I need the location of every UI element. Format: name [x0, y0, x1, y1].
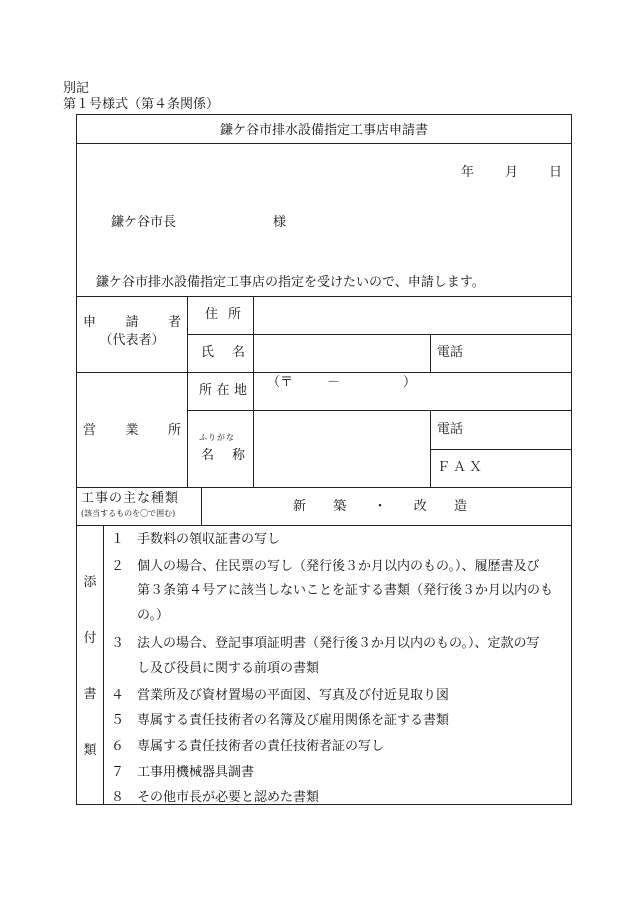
- address-label: 住 所: [205, 307, 241, 322]
- attachment-line: １ 手数料の領収証書の写し: [111, 532, 281, 547]
- office-phone-label: 電話: [437, 422, 464, 437]
- attachment-line: ６ 専属する責任技術者の責任技術者証の写し: [111, 739, 385, 754]
- attachment-line: ７ 工事用機械器具調書: [111, 765, 255, 780]
- furigana-label: ふりがな: [199, 433, 235, 442]
- row-line-location: [187, 410, 571, 411]
- row-line-worktype: [77, 525, 571, 526]
- office-fax-label: ＦＡＸ: [437, 460, 486, 475]
- attachment-line: の。）: [111, 608, 169, 623]
- col-line-attachments: [103, 525, 104, 805]
- date-line: [461, 165, 562, 181]
- row-line-applicant: [77, 372, 571, 373]
- option-zou[interactable]: 造: [453, 499, 467, 514]
- attachment-line: 第３条第４号アに該当しないことを証する書類（発行後３か月以内のも: [111, 583, 554, 598]
- option-kai[interactable]: 改: [413, 499, 427, 514]
- postal-open: （〒: [267, 375, 294, 390]
- addressee: 鎌ケ谷市長: [111, 215, 177, 230]
- office-name-field[interactable]: [257, 415, 425, 483]
- date-month: 月: [505, 165, 519, 180]
- attachment-line: ３ 法人の場合、登記事項証明書（発行後３か月以内のもの。）、定款の写: [111, 636, 540, 651]
- name-label: 氏 名: [201, 345, 245, 360]
- row-line-office: [77, 487, 571, 488]
- attachments-label: 添 付 書 類: [83, 575, 97, 758]
- col-line-worktype: [201, 487, 202, 525]
- form-title: 鎌ケ谷市排水設備指定工事店申請書: [219, 123, 428, 138]
- attachment-line: ４ 営業所及び資材置場の平面図、写真及び付近見取り図: [111, 688, 450, 703]
- attachment-line: ２ 個人の場合、住民票の写し（発行後３か月以内のもの。）、履歴書及び: [111, 559, 540, 574]
- col-line-fields: [253, 296, 254, 487]
- form-number-label: 第１号様式（第４条関係）: [63, 97, 220, 112]
- applicant-label: 申 請 者: [83, 315, 181, 330]
- date-year: 年: [461, 165, 475, 180]
- application-form: [76, 114, 572, 805]
- title-divider: [77, 143, 571, 144]
- row-line-address: [187, 334, 571, 335]
- honorific: 様: [273, 215, 287, 230]
- work-type-label: 工事の主な種類: [81, 491, 180, 506]
- postal-close: ）: [403, 375, 417, 390]
- office-label: 営 業 所: [83, 423, 181, 438]
- col-line-office-phone: [430, 410, 431, 487]
- work-type-note: (該当するものを〇で囲む): [81, 509, 176, 518]
- application-statement: 鎌ケ谷市排水設備指定工事店の指定を受けたいので、申請します。: [96, 275, 485, 290]
- attachment-line: ５ 専属する責任技術者の名簿及び雇用関係を証する書類: [111, 713, 450, 728]
- option-separator: ・: [373, 499, 387, 514]
- col-line-applicant-phone: [430, 334, 431, 372]
- row-line-phone: [430, 449, 571, 450]
- office-name-label: 名 称: [201, 448, 245, 463]
- postal-dash: －: [327, 375, 341, 390]
- col-line-labels: [187, 296, 188, 487]
- annex-label: 別記: [63, 81, 90, 96]
- attachment-line: し及び役員に関する前項の書類: [111, 661, 320, 676]
- work-type-options: [293, 499, 467, 515]
- applicant-phone-label: 電話: [437, 345, 464, 360]
- date-day: 日: [549, 165, 563, 180]
- office-address-field[interactable]: [257, 393, 567, 407]
- location-label: 所 在 地: [199, 383, 247, 398]
- attachment-line: ８ その他市長が必要と認めた書類: [111, 790, 320, 805]
- applicant-sublabel: （代表者）: [99, 333, 165, 348]
- applicant-name-field[interactable]: [257, 339, 425, 369]
- applicant-address-field[interactable]: [257, 301, 427, 331]
- option-shin[interactable]: 新: [293, 499, 307, 514]
- row-line-top: [77, 296, 571, 297]
- option-chiku[interactable]: 築: [333, 499, 347, 514]
